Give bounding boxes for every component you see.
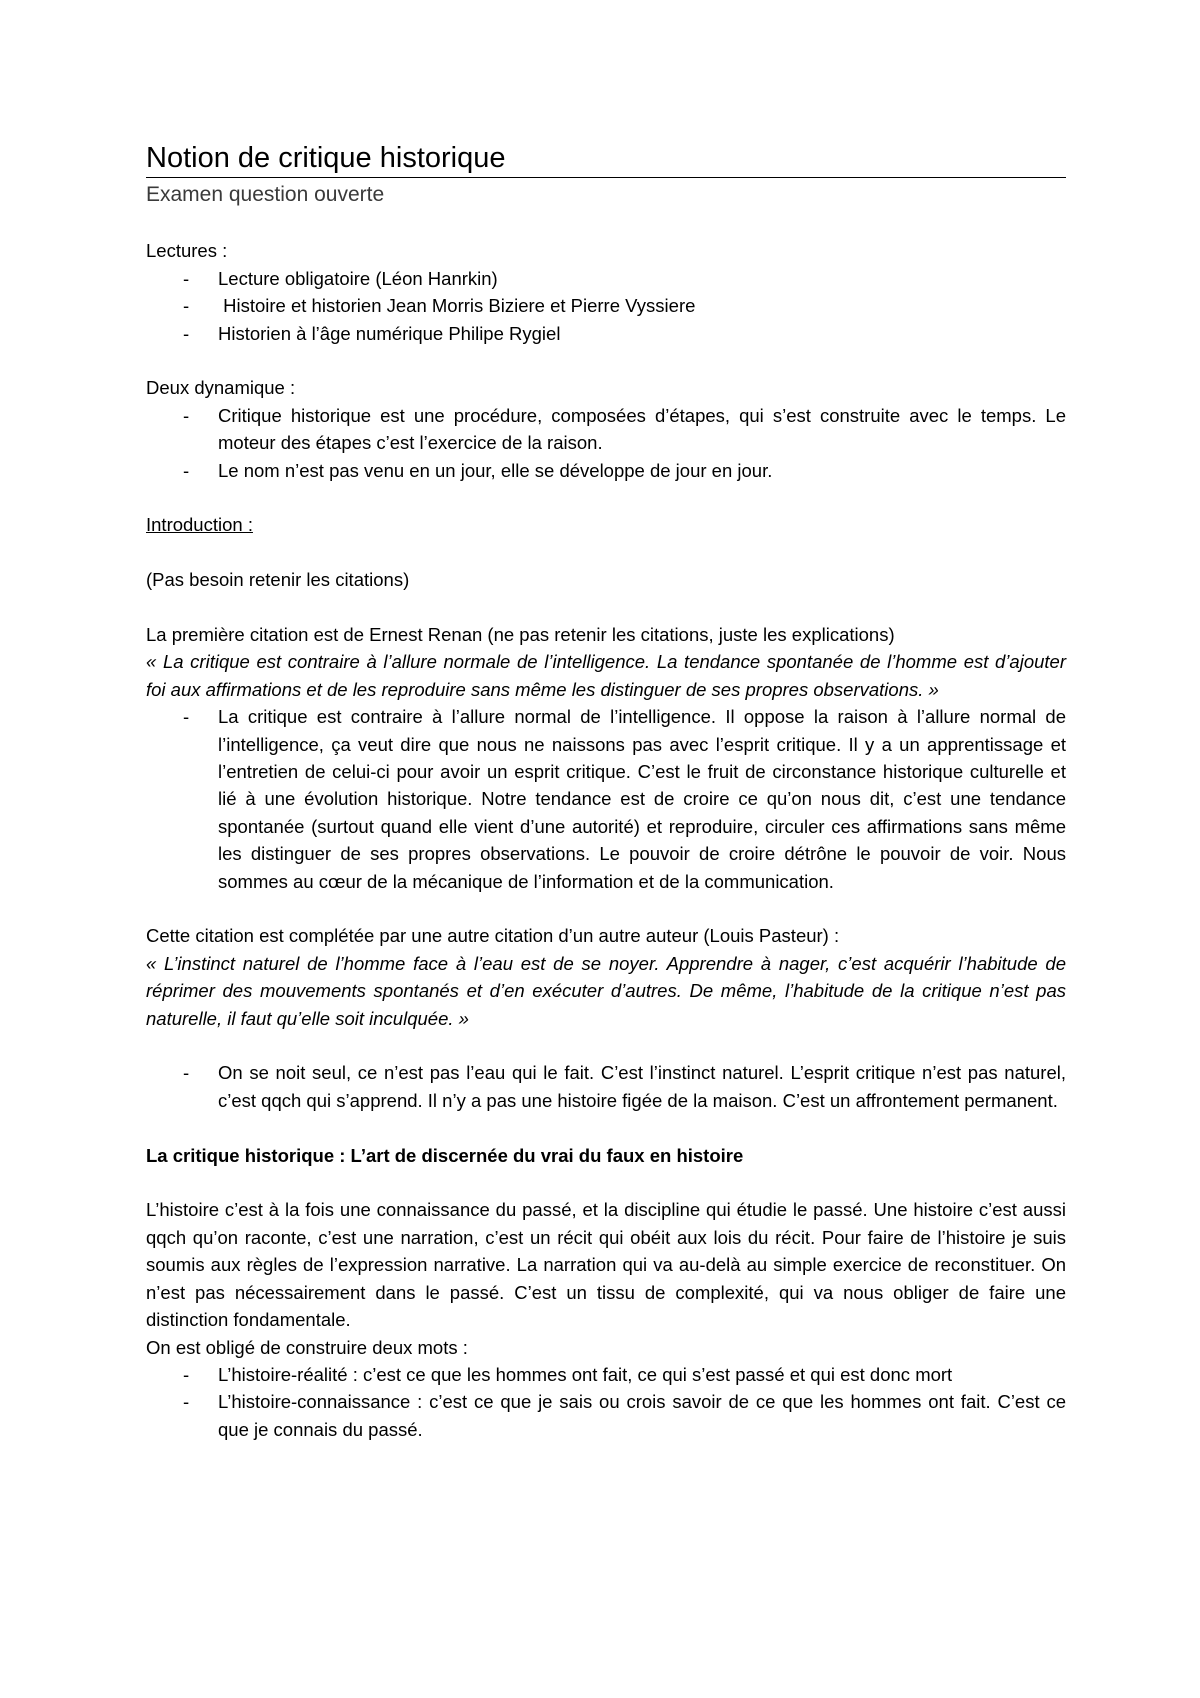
pasteur-quote: « L’instinct naturel de l’homme face à l’eau est de se noyer. Apprendre à nager, c’est acquérir l’habitude de réprimer des mouvements spontanés et d’en exécuter d’autres. De même, l’habitude de la critique n’est pas naturelle, il faut qu’elle soit inculquée. » xyxy=(146,952,1066,1029)
two-words-intro: On est obligé de construire deux mots : xyxy=(146,1336,468,1358)
citations-note: (Pas besoin retenir les citations) xyxy=(146,569,410,591)
dash-bullet: - xyxy=(183,295,190,317)
section-heading: La critique historique : L’art de discernée du vrai du faux en histoire xyxy=(146,1144,744,1166)
list-item: - La critique est contraire à l’allure normal de l’intelligence. Il oppose la raison à l’allure normal de l’intelligence, ça veut dire que nous ne naissons pas avec l’esprit critique. Il y a un apprentissage et l’entretien de celui-ci pour avoir un esprit critique. C’est le fruit de circonstance historique culturelle et lié à une évolution historique. Notre tendance est de croire ce qu’on nous dit, c’est une tendance spontanée (surtout quand elle vient d’une autorité) et reproduire, circuler ces affirmations sans même les distinguer de ses propres observations. Le pouvoir de croire détrône le pouvoir de voir. Nous sommes au cœur de la mécanique de l’information et de la communication. xyxy=(146,703,1066,895)
document-page xyxy=(146,140,1066,1443)
introduction-heading: Introduction : xyxy=(146,514,253,536)
two-words-list xyxy=(146,1361,1066,1443)
lectures-list xyxy=(146,265,1066,347)
dash-bullet: - xyxy=(183,706,190,728)
pasteur-intro: Cette citation est complétée par une autre citation d’un autre auteur (Louis Pasteur) : xyxy=(146,925,840,947)
dash-bullet: - xyxy=(183,267,190,289)
dash-bullet: - xyxy=(183,1062,190,1084)
section-paragraph: L’histoire c’est à la fois une connaissance du passé, et la discipline qui étudie le passé. Une histoire c’est aussi qqch qu’on raconte, c’est une narration, c’est un récit qui obéit aux lois du récit. Pour faire de l’histoire je suis soumis aux règles de l’expression narrative. La narration qui va au-delà au simple exercice de reconstituer. On n’est pas nécessairement dans le passé. C’est un tissu de complexité, qui va nous obliger de faire une distinction fondamentale. xyxy=(146,1199,1066,1331)
dynamique-label: Deux dynamique : xyxy=(146,377,296,399)
dash-bullet: - xyxy=(183,322,190,344)
document-title: Notion de critique historique xyxy=(146,140,1066,178)
renan-quote: « La critique est contraire à l’allure normale de l’intelligence. La tendance spontanée de l’homme est d’ajouter foi aux affirmations et de les reproduire sans même les distinguer de ses propres observations. » xyxy=(146,651,1066,700)
list-item: - Critique historique est une procédure, composées d’étapes, qui s’est construite avec le temps. Le moteur des étapes c’est l’exercice de la raison. xyxy=(146,402,1066,457)
dash-bullet: - xyxy=(183,1391,190,1413)
dash-bullet: - xyxy=(183,404,190,426)
list-item: - Le nom n’est pas venu en un jour, elle se développe de jour en jour. xyxy=(146,457,1066,484)
list-item: - L’histoire-réalité : c’est ce que les hommes ont fait, ce qui s’est passé et qui est donc mort xyxy=(146,1361,1066,1388)
dynamique-list xyxy=(146,402,1066,484)
dash-bullet: - xyxy=(183,459,190,481)
list-item: - Histoire et historien Jean Morris Biziere et Pierre Vyssiere xyxy=(146,292,1066,319)
list-item: - On se noit seul, ce n’est pas l’eau qui le fait. C’est l’instinct naturel. L’esprit critique n’est pas naturel, c’est qqch qui s’apprend. Il n’y a pas une histoire figée de la maison. C’est un affrontement permanent. xyxy=(146,1059,1066,1114)
lectures-label: Lectures : xyxy=(146,240,228,262)
document-subtitle: Examen question ouverte xyxy=(146,183,385,206)
list-item: - L’histoire-connaissance : c’est ce que je sais ou crois savoir de ce que les hommes ont fait. C’est ce que je connais du passé. xyxy=(146,1388,1066,1443)
renan-intro: La première citation est de Ernest Renan (ne pas retenir les citations, juste les explications) xyxy=(146,624,895,646)
dash-bullet: - xyxy=(183,1363,190,1385)
list-item: - Historien à l’âge numérique Philipe Rygiel xyxy=(146,320,1066,347)
renan-explanation-list xyxy=(146,703,1066,895)
list-item: - Lecture obligatoire (Léon Hanrkin) xyxy=(146,265,1066,292)
pasteur-explanation-list xyxy=(146,1059,1066,1114)
